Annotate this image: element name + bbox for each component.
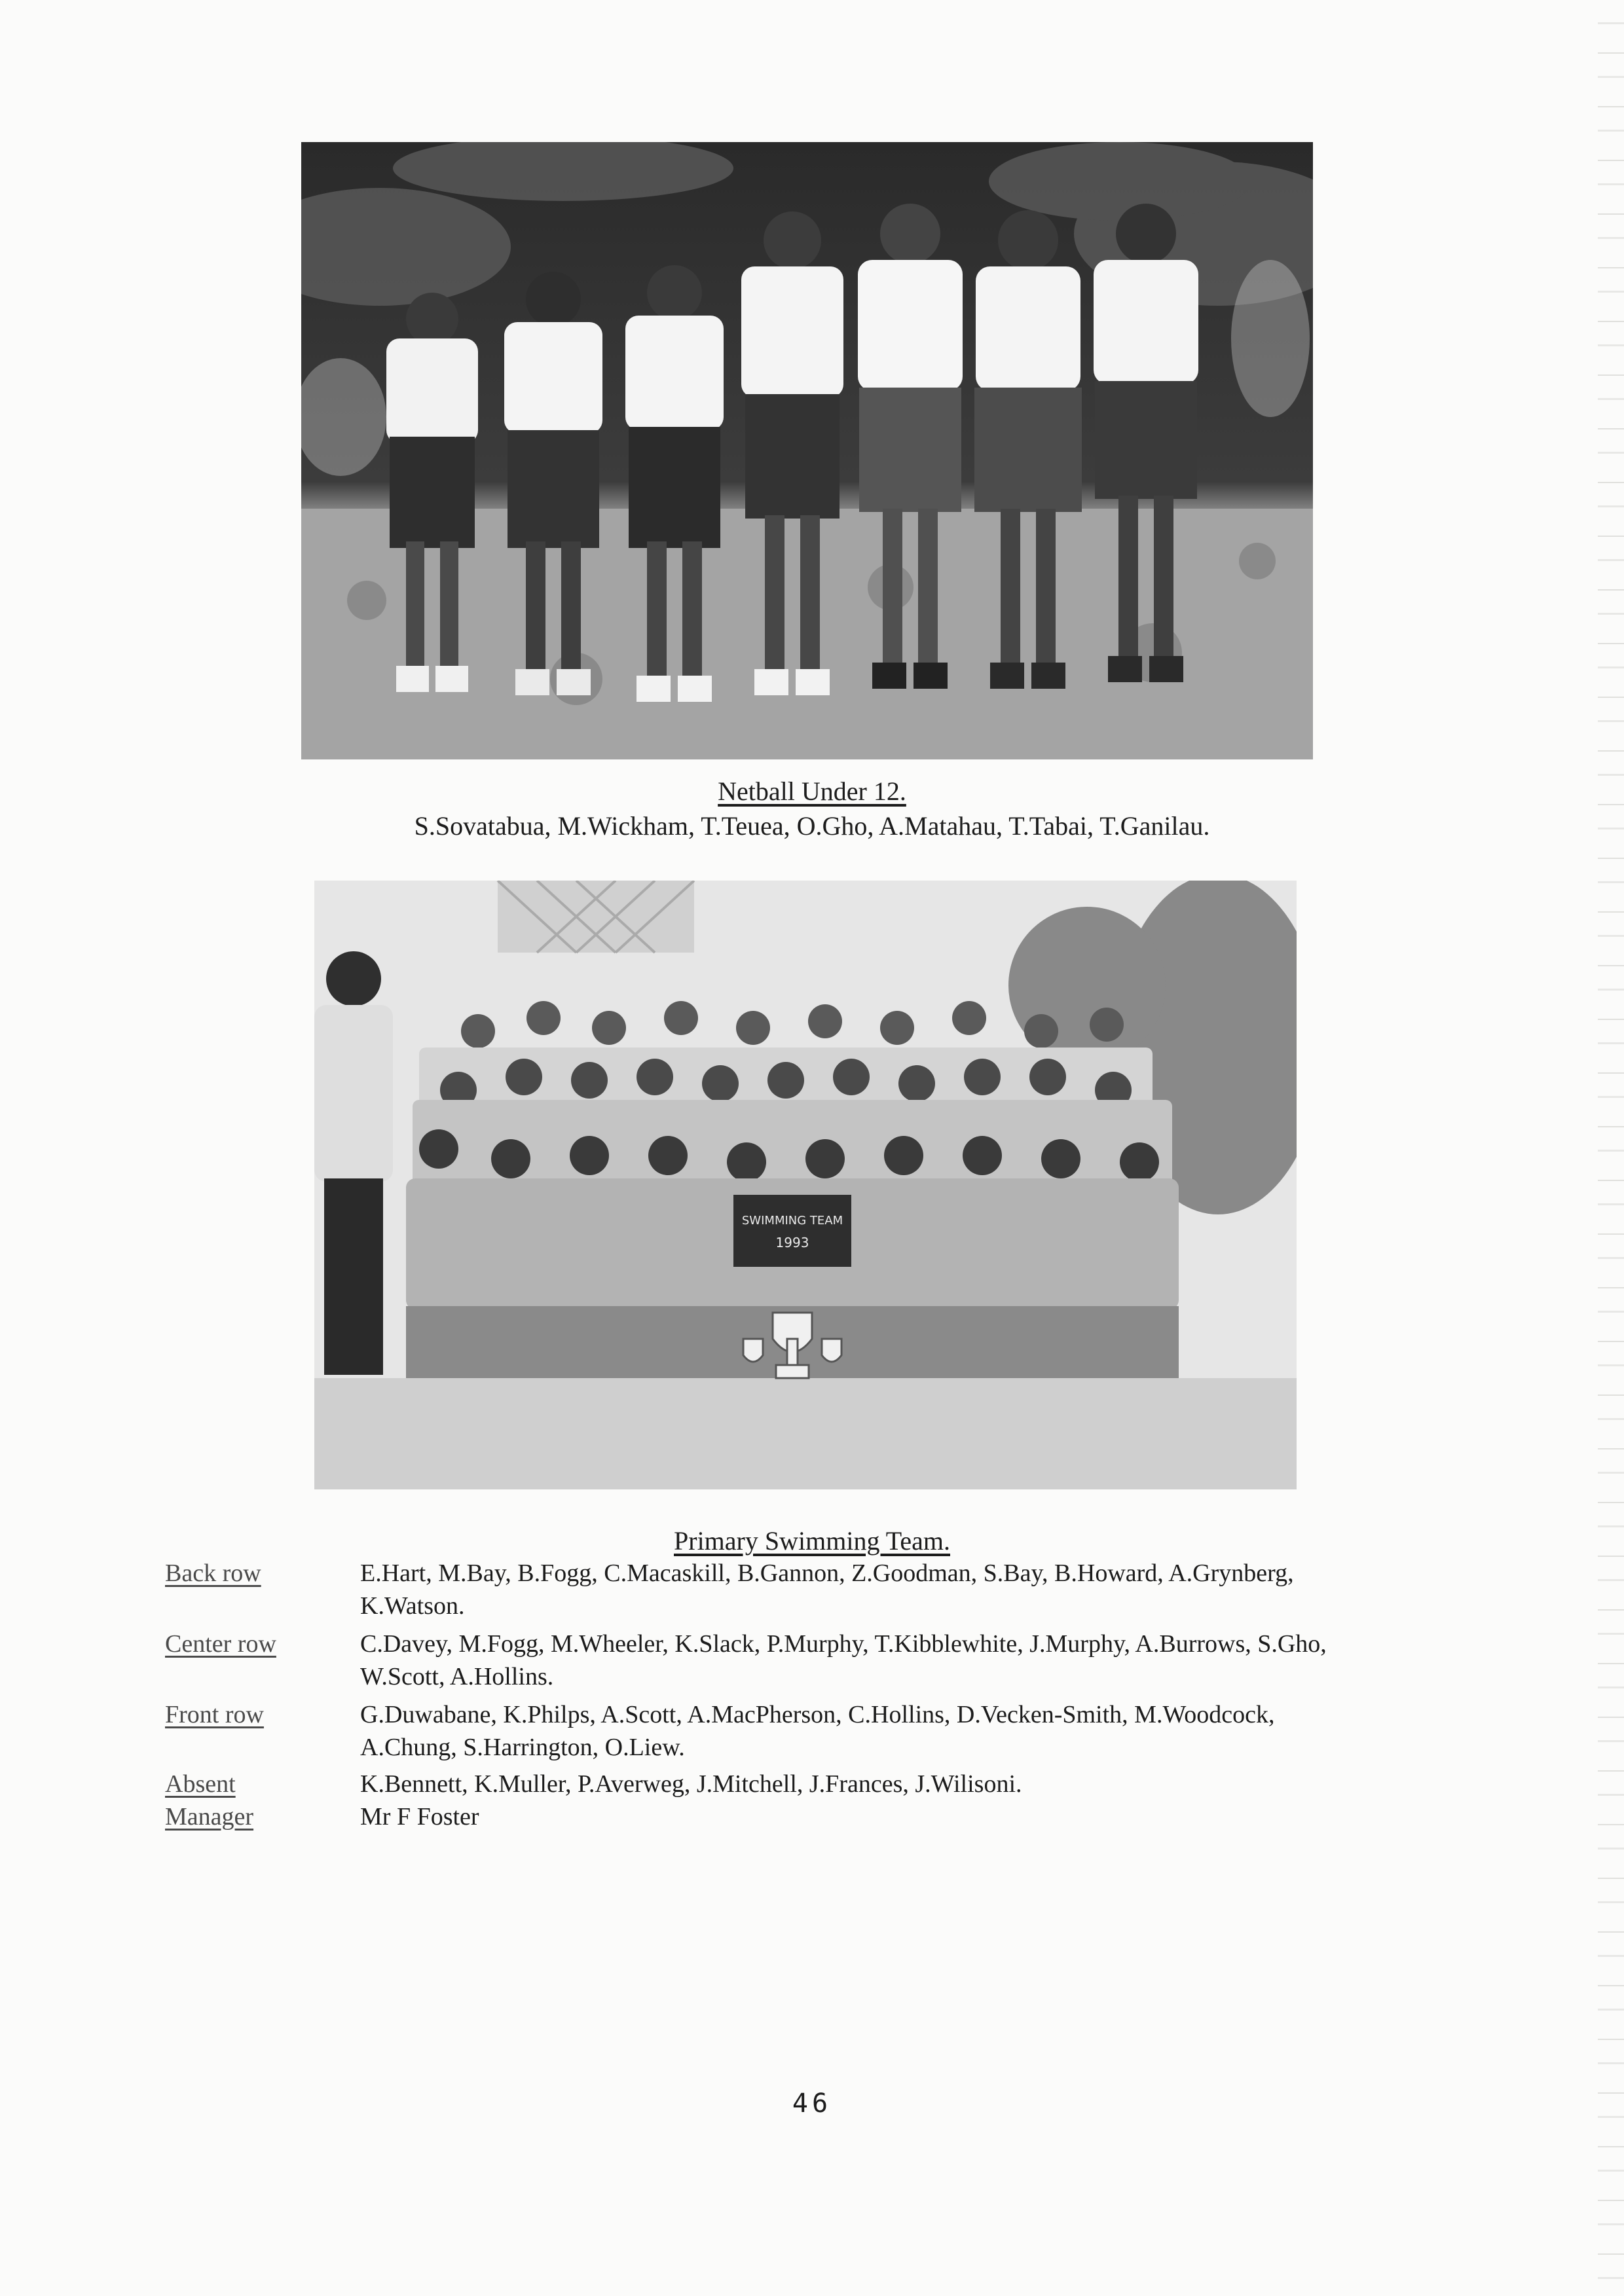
netball-team-photo — [301, 142, 1313, 759]
row-names: C.Davey, M.Fogg, M.Wheeler, K.Slack, P.Murphy, T.Kibblewhite, J.Murphy, A.Burrows, S.Gho, W.Scott, A.Hollins. — [360, 1630, 1327, 1690]
page-edge — [1598, 0, 1624, 2296]
svg-text:1993: 1993 — [775, 1235, 809, 1250]
row-names: K.Bennett, K.Muller, P.Averweg, J.Mitchell, J.Frances, J.Wilisoni. — [360, 1770, 1022, 1798]
row-names: E.Hart, M.Bay, B.Fogg, C.Macaskill, B.Gannon, Z.Goodman, S.Bay, B.Howard, A.Grynberg, K.Watson. — [360, 1559, 1294, 1620]
netball-caption-names: S.Sovatabua, M.Wickham, T.Teuea, O.Gho, A.Matahau, T.Tabai, T.Ganilau. — [414, 811, 1210, 841]
row-label: Back row — [165, 1559, 261, 1587]
row-names: Mr F Foster — [360, 1803, 479, 1831]
row-label: Center row — [165, 1630, 276, 1658]
swimming-board-text: SWIMMING TEAM — [741, 1214, 843, 1228]
swimming-team-photo — [314, 881, 1297, 1489]
row-names: G.Duwabane, K.Philps, A.Scott, A.MacPherson, C.Hollins, D.Vecken-Smith, M.Woodcock, A.Chung, S.Harrington, O.Liew. — [360, 1701, 1275, 1761]
page-number: 46 — [792, 2088, 832, 2119]
row-label: Manager — [165, 1803, 254, 1831]
row-label: Front row — [165, 1701, 264, 1728]
row-label: Absent — [165, 1770, 236, 1798]
netball-caption-title: Netball Under 12. — [718, 776, 906, 806]
swimming-caption-title: Primary Swimming Team. — [674, 1526, 950, 1556]
